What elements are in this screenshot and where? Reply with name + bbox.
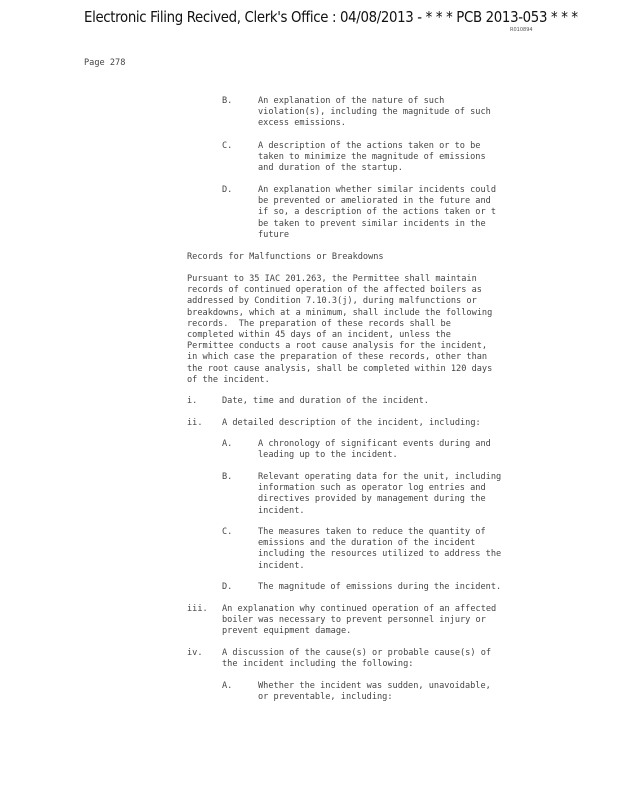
item-line: if so, a description of the actions taken or t	[258, 207, 496, 218]
sub-marker-b: B.	[222, 472, 233, 482]
roman-marker-iv: iv.	[187, 648, 203, 658]
sub-line: emissions and the duration of the incident	[258, 538, 476, 549]
sub-line: A chronology of significant events during and	[258, 439, 491, 449]
item-line: An explanation whether similar incidents could	[258, 185, 496, 195]
item-line: be prevented or ameliorated in the future and	[258, 196, 491, 207]
roman-marker-ii: ii.	[187, 418, 203, 428]
body-paragraph	[187, 274, 492, 386]
sub-line: including the resources utilized to address the	[258, 549, 502, 560]
paragraph-line: records of continued operation of the affected boilers as	[187, 285, 482, 296]
sub-marker-c: C.	[222, 527, 233, 537]
paragraph-line: Permittee conducts a root cause analysis for the incident,	[187, 341, 488, 352]
item-line: and duration of the startup.	[258, 163, 403, 174]
sub-line: incident.	[258, 505, 305, 516]
paragraph-line: the root cause analysis, shall be completed within 120 days	[187, 363, 493, 374]
item-marker-d: D.	[222, 185, 233, 195]
item-line: A description of the actions taken or to be	[258, 141, 481, 151]
sub-line: incident.	[258, 560, 305, 571]
roman-text-iii	[222, 604, 496, 638]
item-line: future	[258, 229, 290, 240]
roman-line: A discussion of the cause(s) or probable cause(s) of	[222, 648, 492, 658]
sub-line: directives provided by management during the	[258, 494, 486, 505]
sub-line: leading up to the incident.	[258, 450, 398, 461]
sub-line: The measures taken to reduce the quantity of	[258, 527, 486, 537]
item-line: violation(s), including the magnitude of such	[258, 107, 491, 118]
item-text-b	[258, 96, 491, 130]
paragraph-line: addressed by Condition 7.10.3(j), during malfunctions or	[187, 296, 477, 307]
item-line: be taken to prevent similar incidents in the	[258, 218, 486, 229]
paragraph-line: breakdowns, which at a minimum, shall include the following	[187, 307, 493, 318]
sub-text-c	[258, 527, 501, 572]
roman-line: boiler was necessary to prevent personnel injury or	[222, 615, 486, 626]
sub-marker-d: D.	[222, 582, 233, 592]
roman-text-iv	[222, 648, 491, 670]
sub-line: or preventable, including:	[258, 692, 393, 703]
sub-text-a	[258, 439, 491, 461]
section-heading: Records for Malfunctions or Breakdowns	[187, 252, 384, 262]
item-marker-b: B.	[222, 96, 233, 106]
roman-marker-iii: iii.	[187, 604, 208, 614]
roman-line: prevent equipment damage.	[222, 626, 352, 637]
item-text-c	[258, 141, 486, 175]
roman-line: An explanation why continued operation of an affected	[222, 604, 497, 614]
paragraph-line: completed within 45 days of an incident, unless the	[187, 330, 451, 341]
item-line: excess emissions.	[258, 118, 346, 129]
roman-text-ii: A detailed description of the incident, including:	[222, 418, 481, 428]
item-marker-c: C.	[222, 141, 233, 151]
paragraph-line: of the incident.	[187, 374, 270, 385]
roman-marker-i: i.	[187, 396, 198, 406]
paragraph-line: Pursuant to 35 IAC 201.263, the Permittee shall maintain	[187, 274, 477, 284]
item-line: An explanation of the nature of such	[258, 96, 445, 106]
paragraph-line: in which case the preparation of these records, other than	[187, 352, 488, 363]
sub-line: information such as operator log entries and	[258, 483, 486, 494]
sub-line: Whether the incident was sudden, unavoidable,	[258, 681, 491, 691]
sub-line: Relevant operating data for the unit, including	[258, 472, 502, 482]
stamp-reference: R010894	[510, 27, 533, 33]
roman-text-i: Date, time and duration of the incident.	[222, 396, 429, 406]
sub-text-iv-a	[258, 681, 491, 703]
paragraph-line: records. The preparation of these records shall be	[187, 318, 451, 329]
item-text-d	[258, 185, 496, 241]
filing-stamp: Electronic Filing Recived, Clerk's Office : 04/08/2013 - * * * PCB 2013-053 * * *	[84, 8, 578, 26]
item-line: taken to minimize the magnitude of emissions	[258, 152, 486, 163]
sub-text-b	[258, 472, 501, 517]
roman-line: the incident including the following:	[222, 659, 414, 670]
sub-marker-a: A.	[222, 439, 233, 449]
page-number: Page 278	[84, 58, 126, 68]
sub-text-d: The magnitude of emissions during the incident.	[258, 582, 502, 592]
sub-marker-iv-a: A.	[222, 681, 233, 691]
